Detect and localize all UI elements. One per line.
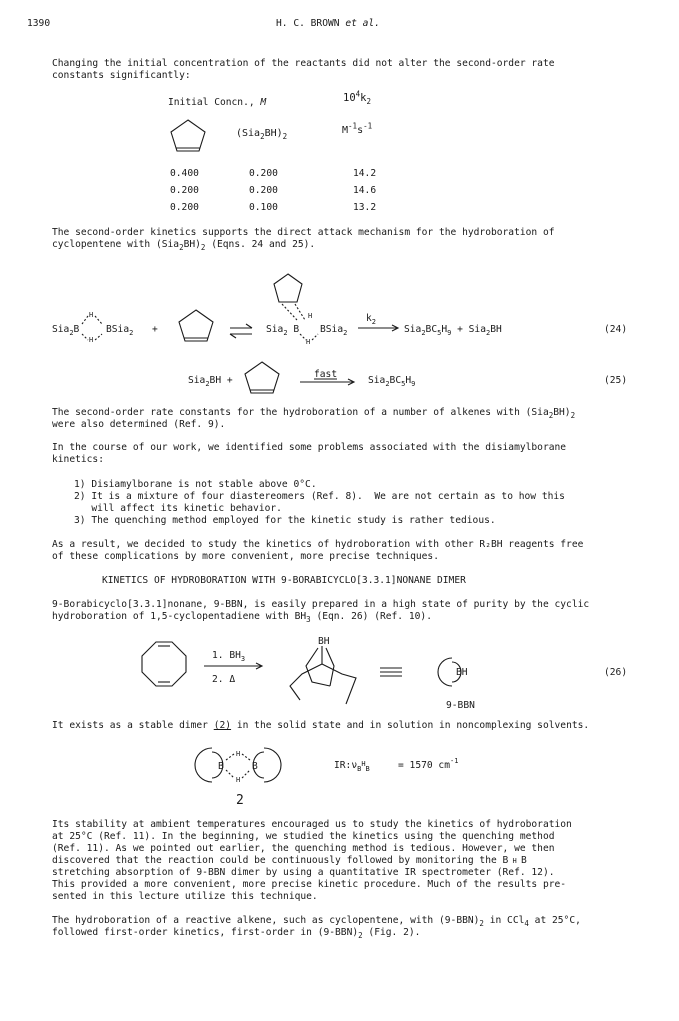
rate-unit-m: M <box>342 125 349 136</box>
eq24-bsia2: BSia$_2$ <box>106 324 134 337</box>
equation-26 <box>0 630 679 712</box>
p9-text-a: The hydroboration of a reactive alkene, such as cyclopentene, with (9-BBN) <box>52 915 480 926</box>
eq24-h-top: H <box>89 311 94 319</box>
eq25-product: $Sia_2BC_5H_9$ <box>368 375 416 388</box>
bridge-hydrogen-symbol <box>508 857 521 865</box>
section-heading: KINETICS OF HYDROBORATION WITH 9-BORABICYCLO[3.3.1]NONANE DIMER <box>102 575 466 586</box>
paragraph-5-line-2: of these complications by more convenient, more precise techniques. <box>52 551 439 562</box>
running-head <box>276 18 380 29</box>
bbn-outer-arc <box>438 658 452 686</box>
rate-sub: 2 <box>366 97 372 107</box>
table-header-concn <box>168 97 266 108</box>
table-header-unit: M <box>260 97 267 108</box>
page-number: 1390 <box>27 18 51 29</box>
eq24-bridge-bond <box>82 316 88 324</box>
eq26-bh-top: BH <box>318 636 330 647</box>
eq24-complex-cyclopentene <box>274 274 305 320</box>
rate-unit-s: s <box>357 125 364 136</box>
running-head-authors: H. C. BROWN <box>276 18 340 29</box>
paragraph-4-line-1: In the course of our work, we identified some problems associated with the disiamylborane <box>52 442 567 453</box>
cell-borane: 0.200 <box>249 168 278 179</box>
ir-label: $IR:\nu_B^H_B$ <box>334 760 370 773</box>
paragraph-3-line-1 <box>52 407 642 419</box>
eq24-complex-h-top: H <box>308 312 313 320</box>
p9-text-c: at 25°C, <box>528 915 581 926</box>
dimer-bridge <box>242 754 250 760</box>
dimer-h-bottom: H <box>236 776 241 784</box>
cell-k2: 14.2 <box>353 168 377 179</box>
reagent-a-sub1: 2 <box>260 132 265 141</box>
table-rate-unit <box>342 121 373 136</box>
p3-sub: 2 <box>570 410 576 420</box>
cyclopentene-ring <box>171 120 205 151</box>
cell-borane: 0.100 <box>249 202 278 213</box>
reagent-a-sub2: 2 <box>282 132 288 141</box>
dimer-b-right: B <box>252 761 258 772</box>
eq24-h-bottom: H <box>89 336 94 344</box>
paragraph-4-line-2: kinetics: <box>52 454 104 465</box>
eq24-sia-left: Sia$_2$B <box>52 324 80 337</box>
bicyclic-bond <box>322 664 356 704</box>
p6-text-a: hydroboration of 1,5-cyclopentadiene with BH <box>52 611 307 622</box>
equilibrium-arrow <box>230 324 252 338</box>
equivalence-sign <box>380 668 402 676</box>
p9-sub: 2 <box>479 918 484 928</box>
dimer-bridge <box>226 770 234 778</box>
bicyclic-bond <box>290 664 322 700</box>
complex-partial-bond <box>282 304 297 320</box>
list-item: 1) Disiamylborane is not stable above 0°C. <box>74 479 317 490</box>
table-header-label: Initial Concn., <box>168 97 261 108</box>
equation-24 <box>0 270 679 350</box>
eq25-reactant: Sia$_2$BH + <box>188 375 233 388</box>
cell-alkene: 0.200 <box>170 202 199 213</box>
cyclopentene-structure <box>168 118 208 158</box>
p6-sub: 3 <box>306 614 311 624</box>
cell-alkene: 0.400 <box>170 168 199 179</box>
paragraph-8-line-5: stretching absorption of 9-BBN dimer by using a quantitative IR spectrometer (Ref. 12). <box>52 867 555 878</box>
bbn-dimer <box>0 738 679 808</box>
rate-unit-exp1: -1 <box>348 121 358 131</box>
equation-25 <box>0 358 679 398</box>
cell-alkene: 0.200 <box>170 185 199 196</box>
table-row <box>170 185 377 196</box>
bicyclic-bond <box>306 648 330 686</box>
dimer-bridge <box>226 754 234 760</box>
paragraph-1-line-2: constants significantly: <box>52 70 191 81</box>
ir-value: = 1570 $cm^{-1}$ <box>398 757 459 771</box>
eq25-number: (25) <box>604 375 628 386</box>
list-item: 2) It is a mixture of four diastereomers (Ref. 8). We are not certain as to how this <box>74 491 565 502</box>
paragraph-2-line-2 <box>52 239 642 251</box>
table-reagent-sia2bh <box>236 128 287 139</box>
bicyclic-structure <box>290 646 356 704</box>
eq26-name: 9-BBN <box>446 700 475 711</box>
arrow-forward-head <box>246 324 252 328</box>
paragraph-8-line-3: (Ref. 11). As we pointed out earlier, the quenching method is tedious. However, we then <box>52 843 555 854</box>
reagent-a-mid: BH) <box>264 128 283 139</box>
list-item: 3) The quenching method employed for the kinetic study is rather tedious. <box>74 515 496 526</box>
cyclopentene-ring <box>274 274 302 302</box>
paragraph-7-line-1 <box>52 720 642 732</box>
p9-text-d: followed first-order kinetics, first-order in (9-BBN) <box>52 927 359 938</box>
rate-exp: 4 <box>355 89 361 99</box>
p2-text-c: (Eqns. 24 and 25). <box>205 239 316 250</box>
rate-k: k <box>360 92 367 104</box>
complex-partial-bond <box>295 304 305 320</box>
cell-k2: 14.6 <box>353 185 377 196</box>
table-row <box>170 202 377 213</box>
arrow-back-head <box>230 334 236 338</box>
p9-sub: 2 <box>358 930 363 940</box>
dimer-right-outer-arc <box>264 748 281 782</box>
p3-sub: 2 <box>548 410 554 420</box>
compound-number: 2 <box>236 793 244 808</box>
p3-text-a: The second-order rate constants for the hydroboration of a number of alkenes with (Sia <box>52 407 549 418</box>
paragraph-9-line-1 <box>52 915 642 927</box>
dimer-left-outer-arc <box>195 748 212 782</box>
eq24-complex-bsia2: BSia$_2$ <box>320 324 348 337</box>
eq25-fast-label: fast <box>314 369 338 380</box>
p7-compound-ref: (2) <box>213 720 232 731</box>
paragraph-8-line-7: sented in this lecture utilize this technique. <box>52 891 318 902</box>
paragraph-8-line-1: Its stability at ambient temperatures encouraged us to study the kinetics of hydroboration <box>52 819 572 830</box>
eq26-cyclooctadiene <box>142 642 186 686</box>
rate-base: 10 <box>343 92 356 104</box>
eq24-number: (24) <box>604 324 628 335</box>
eq24-cyclopentene <box>179 310 213 341</box>
cyclopentene-ring <box>245 362 279 393</box>
eq24-bridge-bond <box>95 316 102 324</box>
bridge-h: H <box>512 857 517 865</box>
paragraph-8-line-2: at 25°C (Ref. 11). In the beginning, we studied the kinetics using the quenching method <box>52 831 555 842</box>
rate-unit-exp2: -1 <box>363 121 373 131</box>
p2-text-b: BH) <box>183 239 201 250</box>
dimer-b-left: B <box>218 761 224 772</box>
paragraph-2-line-1: The second-order kinetics supports the direct attack mechanism for the hydroboration of <box>52 227 555 238</box>
cell-k2: 13.2 <box>353 202 377 213</box>
eq26-number: (26) <box>604 667 628 678</box>
eq24-plus: + <box>152 324 158 335</box>
paragraph-5-line-1: As a result, we decided to study the kinetics of hydroboration with other R₂BH reagents free <box>52 539 584 550</box>
table-header-rate <box>343 89 372 107</box>
dimer-bridge <box>242 770 250 778</box>
eq26-bh-right: BH <box>456 667 468 678</box>
eq26-step2: 2. Δ <box>212 674 236 685</box>
p6-text-b: (Eqn. 26) (Ref. 10). <box>310 611 432 622</box>
cyclopentene-ring <box>179 310 213 341</box>
paragraph-9-line-2 <box>52 927 642 939</box>
p9-sub-4: 4 <box>524 918 529 928</box>
running-head-etal: et al. <box>345 18 380 29</box>
p2-sub: 2 <box>200 242 206 252</box>
dimer-h-top: H <box>236 750 241 758</box>
table-row <box>170 168 377 179</box>
paragraph-8-line-4 <box>52 855 642 867</box>
p7-text-c: in the solid state and in solution in noncomplexing solvents. <box>231 720 590 731</box>
eq25-cyclopentene <box>245 362 279 393</box>
eq24-complex-h-bottom: H <box>306 338 311 346</box>
eq24-k-label: $k_2$ <box>366 313 376 326</box>
cyclooctadiene-ring <box>142 642 186 686</box>
p7-text-a: It exists as a stable dimer <box>52 720 214 731</box>
paragraph-8-line-6: This provided a more convenient, more precise kinetic procedure. Much of the results pre- <box>52 879 567 890</box>
p2-text-a: cyclopentene with (Sia <box>52 239 180 250</box>
cell-borane: 0.200 <box>249 185 278 196</box>
list-item: will affect its kinetic behavior. <box>74 503 282 514</box>
p9-text-e: (Fig. 2). <box>362 927 421 938</box>
eq24-complex-bridge <box>312 334 318 340</box>
paragraph-3-line-2: were also determined (Ref. 9). <box>52 419 226 430</box>
eq24-complex-sia: Sia$_2$ B <box>266 324 300 337</box>
p2-sub: 2 <box>179 242 184 252</box>
eq24-bridge-bond <box>95 334 102 340</box>
eq26-step1: 1. $BH_3$ <box>212 650 246 663</box>
paragraph-6-line-2 <box>52 611 642 623</box>
eq24-products: $Sia_2BC_5H_9 + Sia_2BH$ <box>404 324 502 337</box>
paragraph-1-line-1: Changing the initial concentration of the reactants did not alter the second-order rate <box>52 58 555 69</box>
p8-text-b: B <box>520 855 527 866</box>
reagent-a-open: (Sia <box>236 128 261 139</box>
p3-text-b: BH) <box>553 407 571 418</box>
p9-text-b: in CCl <box>483 915 525 926</box>
eq24-bridge-bond <box>82 334 88 340</box>
paragraph-6-line-1: 9-Borabicyclo[3.3.1]nonane, 9-BBN, is easily prepared in a high state of purity by the cyclic <box>52 599 590 610</box>
p8-text-a: discovered that the reaction could be continuously followed by monitoring the B <box>52 855 509 866</box>
